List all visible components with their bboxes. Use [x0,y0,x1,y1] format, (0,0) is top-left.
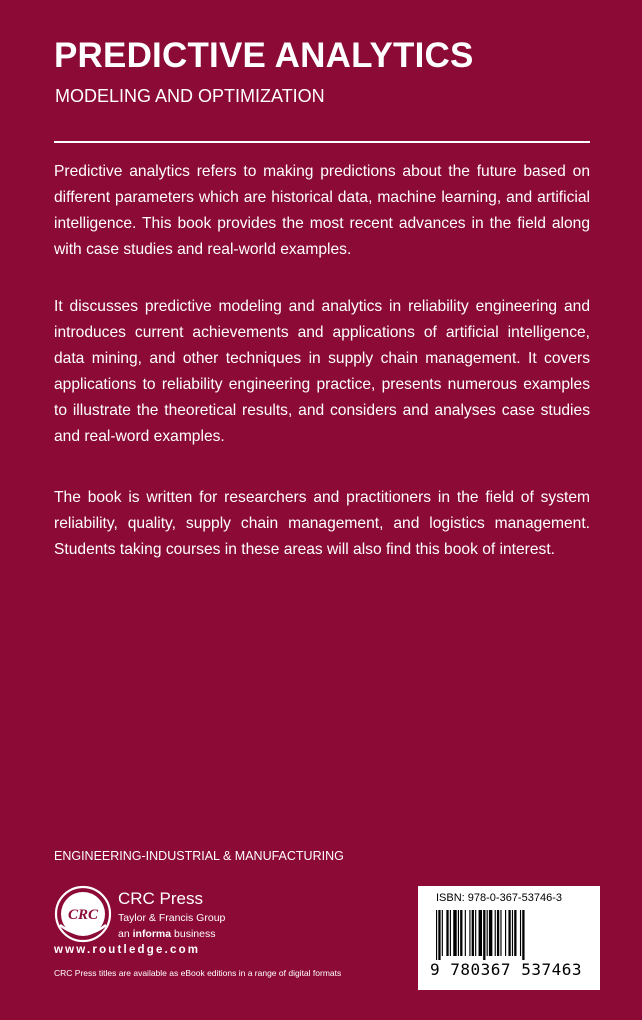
divider-rule [54,141,590,143]
barcode-bar [460,910,462,956]
barcode-bar [505,910,506,956]
description-paragraph-1: Predictive analytics refers to making predictions about the future based on different parameters which are historical data, machine learning, and artificial intelligence. This book provides the most recent advances in the field along with case studies and real-world examples. [54,163,590,258]
barcode-bar [489,910,492,956]
publisher-name: CRC Press [118,889,204,908]
description-paragraph-3: The book is written for researchers and practitioners in the field of system reliability, quality, supply chain management, and logistics management. Students taking courses in these areas will also find this book of interest. [54,489,590,558]
barcode-bar [450,910,451,956]
barcode-bar [458,910,459,956]
barcode-bar [479,910,482,956]
publisher-website: www.routledge.com [54,944,201,956]
barcode-bar [475,910,476,956]
barcode-bar [453,910,456,956]
barcode-bar [512,910,513,956]
informa-bold: informa [132,928,172,940]
barcode-bar [483,910,485,960]
barcode-bar [497,910,499,956]
barcode-bar [436,910,437,960]
barcode-bar [465,910,466,956]
barcode-bar [446,910,448,956]
barcode-bar [508,910,510,956]
barcode-bar [469,910,470,956]
subject-category: ENGINEERING-INDUSTRIAL & MANUFACTURING [54,849,344,863]
barcode-digits: 9 780367 537463 [430,960,582,979]
informa-prefix: an [118,928,133,940]
crc-press-logo [54,885,112,943]
barcode-bar [442,910,443,956]
crc-logo-text: CRC [67,907,99,923]
barcode-bars [436,910,586,960]
barcode-bar [500,910,501,956]
barcode-bar [520,910,521,956]
barcode-bar [487,910,488,956]
barcode-bar [514,910,516,956]
ebook-note: CRC Press titles are available as eBook editions in a range of digital formats [54,968,342,978]
informa-suffix: business [171,928,216,940]
barcode-bar [522,910,524,960]
description-paragraph-2: It discusses predictive modeling and analytics in reliability engineering and introduces current achievements and applications of artificial intelligence, data mining, and other techniques in supply chain management. It covers applications to reliability engineering practice, presents numerous examples to illustrate the theoretical results, and considers and analyses case studies and real-word examples. [54,298,590,445]
informa-line [118,928,215,940]
publisher-group: Taylor & Francis Group [118,912,226,924]
barcode-bar [495,910,496,956]
book-subtitle: MODELING AND OPTIMIZATION [55,86,325,106]
isbn-label: ISBN: 978-0-367-53746-3 [436,892,562,904]
barcode-box [418,886,600,990]
book-title: PREDICTIVE ANALYTICS [54,36,474,75]
barcode-bar [438,910,440,960]
barcode-bar [472,910,474,956]
